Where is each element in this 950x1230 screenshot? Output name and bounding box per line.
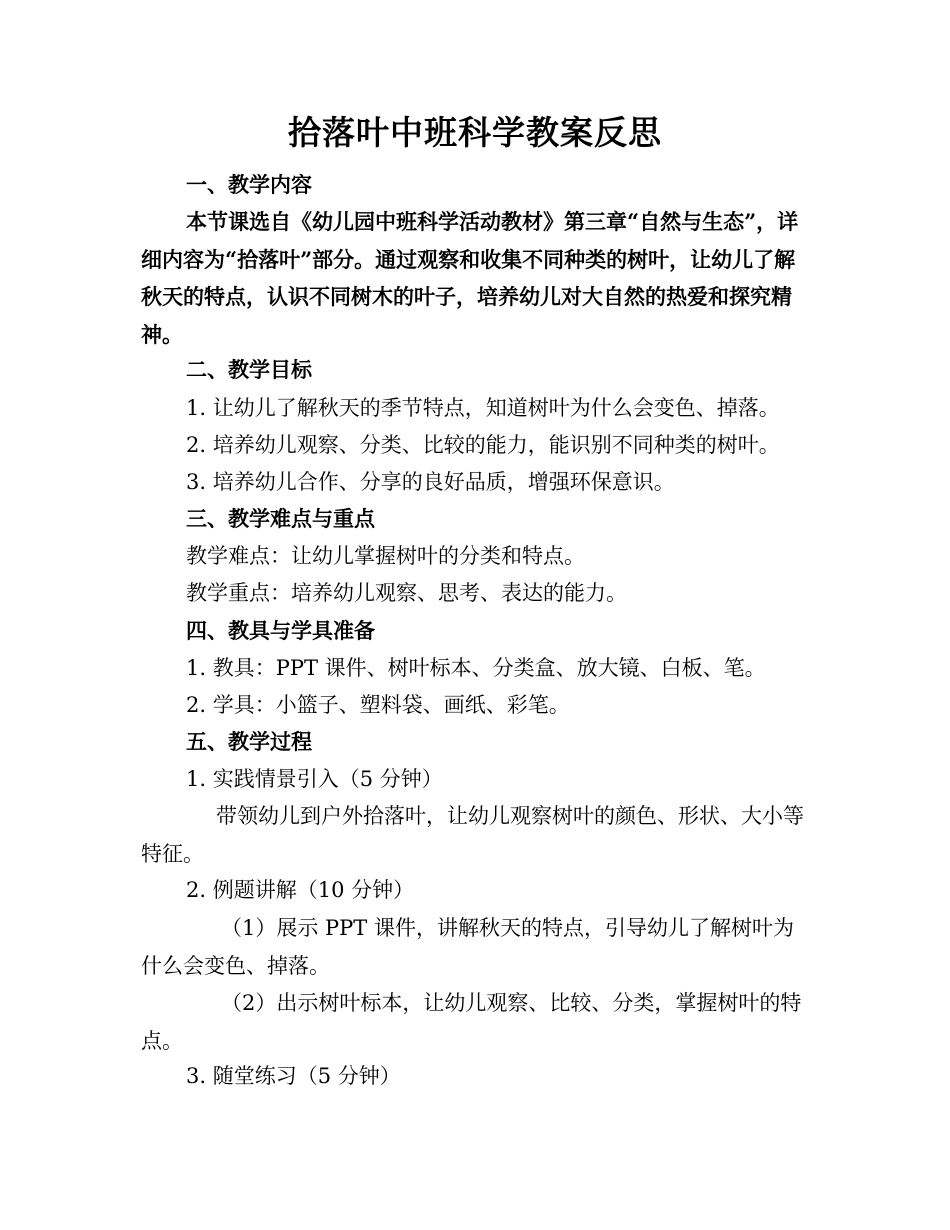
- process-step-1: 1. 实践情景引入（5 分钟）: [186, 767, 443, 791]
- goal-item-2: 2. 培养幼儿观察、分类、比较的能力，能识别不同种类的树叶。: [186, 433, 780, 457]
- section-heading-key-points: 三、教学难点与重点: [186, 506, 375, 531]
- process-step-3: 3. 随堂练习（5 分钟）: [186, 1064, 401, 1088]
- goal-item-1: 1. 让幼儿了解秋天的季节特点，知道树叶为什么会变色、掉落。: [186, 396, 780, 420]
- material-item-1: 1. 教具：PPT 课件、树叶标本、分类盒、放大镜、白板、笔。: [186, 656, 766, 680]
- section-heading-process: 五、教学过程: [186, 729, 312, 754]
- focus-text: 教学重点：培养幼儿观察、思考、表达的能力。: [186, 581, 627, 605]
- material-item-2: 2. 学具：小篮子、塑料袋、画纸、彩笔。: [186, 693, 570, 717]
- content-paragraph: 本节课选自《幼儿园中班科学活动教材》第三章“自然与生态”，详细内容为“拾落叶”部分。通过观察和收集不同种类的树叶，让幼儿了解秋天的特点，认识不同树木的叶子，培养幼儿对大自然的热爱和探究精神。: [141, 209, 799, 347]
- section-heading-materials: 四、教具与学具准备: [186, 618, 375, 643]
- difficulty-text: 教学难点：让幼儿掌握树叶的分类和特点。: [186, 544, 585, 568]
- process-step-2-a: （1）展示 PPT 课件，讲解秋天的特点，引导幼儿了解树叶为什么会变色、掉落。: [141, 916, 794, 978]
- section-heading-content: 一、教学内容: [186, 172, 312, 197]
- section-heading-goals: 二、教学目标: [186, 357, 312, 382]
- document-title: 拾落叶中班科学教案反思: [288, 113, 662, 152]
- process-step-2: 2. 例题讲解（10 分钟）: [186, 878, 415, 902]
- process-step-2-b: （2）出示树叶标本，让幼儿观察、比较、分类，掌握树叶的特点。: [141, 991, 802, 1053]
- goal-item-3: 3. 培养幼儿合作、分享的良好品质，增强环保意识。: [186, 470, 675, 494]
- process-step-1-text: 带领幼儿到户外拾落叶，让幼儿观察树叶的颜色、形状、大小等特征。: [141, 804, 804, 866]
